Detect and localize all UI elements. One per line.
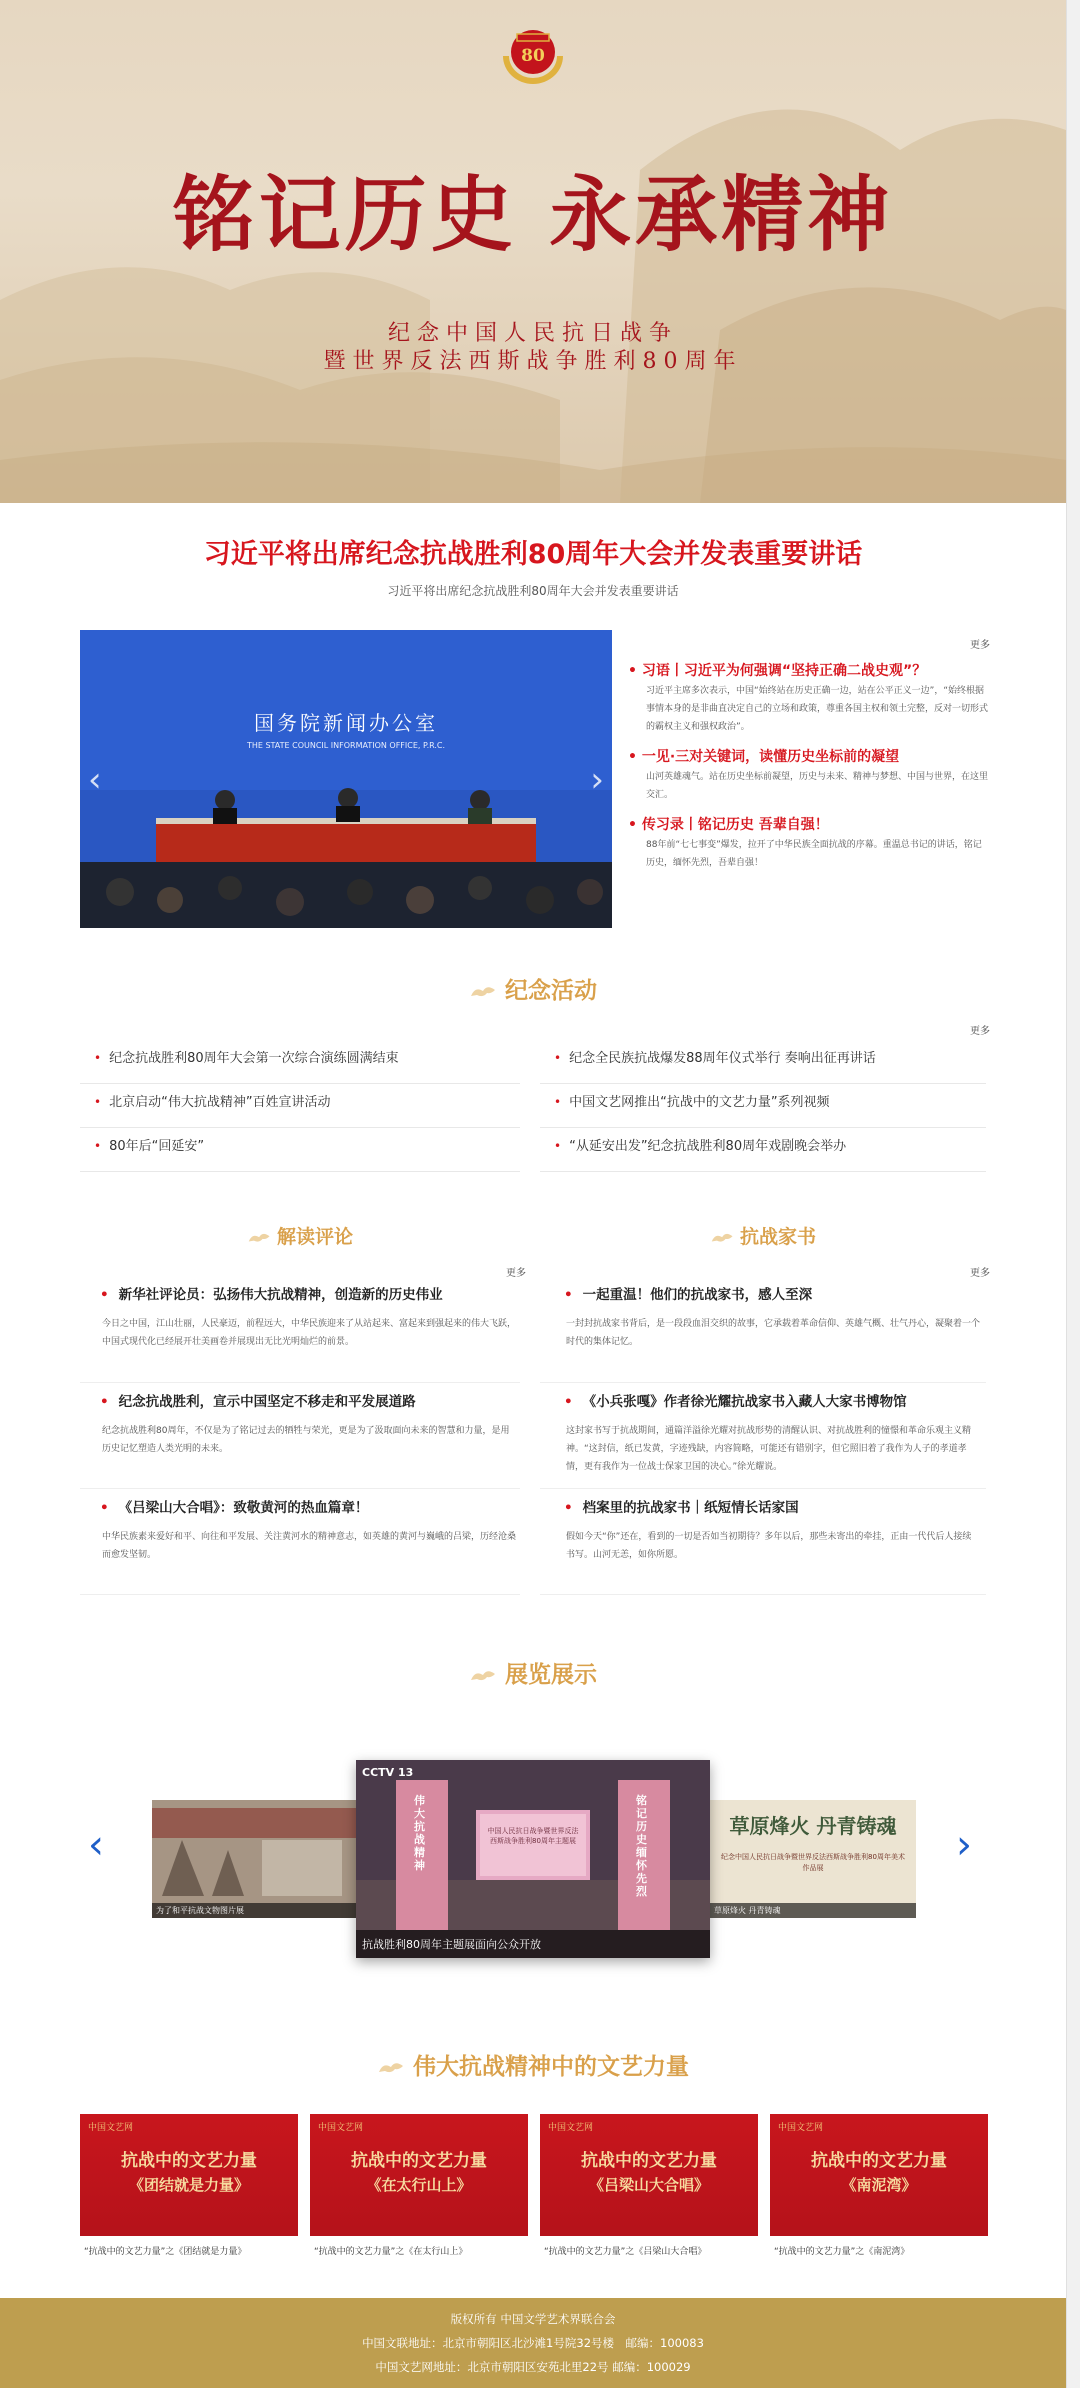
article-title[interactable]: • 《小兵张嘎》作者徐光耀抗战家书入藏人大家书博物馆 (544, 1390, 984, 1414)
banner-cn: 国务院新闻办公室 (254, 711, 438, 735)
art-video-tile[interactable] (310, 2114, 528, 2236)
screen-text: 中国人民抗日战争暨世界反法西斯战争胜利80周年主题展 (487, 1827, 579, 1845)
press-conference-photo[interactable] (80, 630, 612, 928)
activity-item[interactable]: • 纪念抗战胜利80周年大会第一次综合演练圆满结束 (80, 1040, 520, 1084)
tile-title: 抗战中的文艺力量 (121, 2151, 257, 2171)
article-summary: 这封家书写于抗战期间，通篇洋溢徐光耀对抗战形势的清醒认识、对抗战胜利的憧憬和革命乐观主义精神。“这封信，纸已发黄，字迹残缺，内容简略，可能还有错别字，但它照旧着了我作为人子的孝道孝情，更有我作为一位战士保家卫国的决心。”徐光耀说。 (566, 1426, 972, 1472)
news-item-summary: 山河英雄魂气。站在历史坐标前凝望，历史与未来、精神与梦想、中国与世界，在这里交汇。 (646, 772, 989, 800)
svg-text:80: 80 (521, 46, 545, 66)
page-scrollbar[interactable] (1066, 0, 1080, 2388)
tile-caption[interactable]: “抗战中的文艺力量”之《吕梁山大合唱》 (544, 2247, 707, 2257)
letters-article[interactable] (544, 1496, 984, 1564)
article-title[interactable]: • 纪念抗战胜利，宣示中国坚定不移走和平发展道路 (80, 1390, 520, 1414)
cloud-ornament-icon (710, 1229, 736, 1247)
divider (540, 1488, 986, 1489)
article-title[interactable]: • 《吕梁山大合唱》：致敬黄河的热血篇章！ (80, 1496, 520, 1520)
divider (80, 1382, 520, 1383)
site-logo: 中国文艺网 (88, 2123, 134, 2133)
cloud-ornament-icon (469, 982, 499, 1002)
tile-caption[interactable]: “抗战中的文艺力量”之《南泥湾》 (774, 2247, 910, 2257)
news-item-summary: 习近平主席多次表示，中国“始终站在历史正确一边，站在公平正义一边”，“始终根据事情本身的是非曲直决定自己的立场和政策，尊重各国主权和领土完整，反对一切形式的霸权主义和强权政治”。 (646, 686, 989, 732)
commentary-more-link[interactable]: 更多 (506, 1268, 526, 1279)
carousel-prev-arrow[interactable]: ‹ (88, 1822, 104, 1868)
cloud-ornament-icon (247, 1229, 273, 1247)
news-item[interactable] (628, 814, 988, 872)
cloud-ornament-icon (377, 2058, 407, 2078)
article-title[interactable]: • 档案里的抗战家书｜纸短情长话家国 (544, 1496, 984, 1520)
hero-banner (0, 0, 1066, 503)
headline-title[interactable]: 习近平将出席纪念抗战胜利80周年大会并发表重要讲话 (203, 539, 863, 570)
sculpture-wall-illustration (152, 1800, 358, 1918)
tile-subtitle: 《团结就是力量》 (128, 2176, 249, 2194)
article-summary: 今日之中国，江山壮丽，人民豪迈，前程远大，中华民族迎来了从站起来、富起来到强起来的伟大飞跃，中国式现代化已经展开壮美画卷并展现出无比光明灿烂的前景。 (102, 1319, 517, 1347)
tile-title: 抗战中的文艺力量 (351, 2151, 487, 2171)
hero-subtitle-line1: 纪念中国人民抗日战争 (387, 321, 678, 346)
commentary-article[interactable] (80, 1283, 520, 1351)
tile-subtitle: 《吕梁山大合唱》 (588, 2176, 709, 2194)
activities-section-title: 纪念活动 (0, 972, 1066, 1005)
site-logo: 中国文艺网 (548, 2123, 594, 2133)
pillar-text-left: 伟大抗战精神 (414, 1794, 425, 1872)
news-item-title[interactable]: • 一见·三对关键词，读懂历史坐标前的凝望 (628, 749, 900, 765)
letters-article[interactable] (544, 1283, 984, 1351)
slide-caption: 抗战胜利80周年主题展面向公众开放 (356, 1930, 710, 1958)
article-summary: 假如今天“你”还在，看到的一切是否如当初期待？多年以后，那些未寄出的牵挂，正由一代代后人接续书写。山河无恙，如你所愿。 (566, 1532, 972, 1560)
commentary-section-title: 解读评论 (80, 1222, 520, 1249)
news-item-title[interactable]: • 习语丨习近平为何强调“坚持正确二战史观”？ (628, 663, 927, 679)
pillar-text-right: 铭记历史缅怀先烈 (636, 1794, 647, 1898)
emblem-80-icon (493, 16, 573, 86)
activity-item[interactable]: • 纪念全民族抗战爆发88周年仪式举行 奏响出征再讲话 (540, 1040, 986, 1084)
letters-section-title: 抗战家书 (540, 1222, 986, 1249)
carousel-slide-active[interactable] (356, 1760, 710, 1958)
news-list (628, 660, 988, 882)
photo-next-arrow[interactable]: › (590, 760, 604, 800)
commentary-article[interactable] (80, 1496, 520, 1564)
activities-more-link[interactable]: 更多 (970, 1026, 990, 1037)
article-title[interactable]: • 新华社评论员：弘扬伟大抗战精神，创造新的历史伟业 (80, 1283, 520, 1307)
tile-subtitle: 《在太行山上》 (366, 2176, 472, 2194)
headline-subtitle: 习近平将出席纪念抗战胜利80周年大会并发表重要讲话 (387, 584, 679, 598)
divider (540, 1382, 986, 1383)
footer-address-2: 中国文艺网地址：北京市朝阳区安苑北里22号 邮编：100029 (375, 2360, 691, 2374)
commentary-article[interactable] (80, 1390, 520, 1458)
letters-more-link[interactable]: 更多 (970, 1268, 990, 1279)
art-video-tile[interactable] (770, 2114, 988, 2236)
art-video-tile[interactable] (540, 2114, 758, 2236)
tile-caption[interactable]: “抗战中的文艺力量”之《团结就是力量》 (84, 2247, 247, 2257)
letters-article[interactable] (544, 1390, 984, 1476)
cloud-ornament-icon (469, 1666, 499, 1686)
tile-title: 抗战中的文艺力量 (581, 2151, 717, 2171)
news-item[interactable] (628, 660, 988, 736)
exhibition-section-title: 展览展示 (0, 1656, 1066, 1689)
hero-title: 铭记历史 永承精神 (172, 167, 894, 263)
tile-caption[interactable]: “抗战中的文艺力量”之《在太行山上》 (314, 2247, 468, 2257)
tile-title: 抗战中的文艺力量 (811, 2151, 947, 2171)
photo-prev-arrow[interactable]: ‹ (88, 760, 102, 800)
news-item-title[interactable]: • 传习录丨铭记历史 吾辈自强！ (628, 817, 829, 833)
site-logo: 中国文艺网 (318, 2123, 364, 2133)
art-video-tile[interactable] (80, 2114, 298, 2236)
article-title[interactable]: • 一起重温！他们的抗战家书，感人至深 (544, 1283, 984, 1307)
carousel-next-arrow[interactable]: › (956, 1822, 972, 1868)
art-power-section-title: 伟大抗战精神中的文艺力量 (0, 2048, 1066, 2081)
activity-item[interactable]: • 80年后“回延安” (80, 1128, 520, 1172)
article-summary: 纪念抗战胜利80周年，不仅是为了铭记过去的牺牲与荣光，更是为了汲取面向未来的智慧和力量，是用历史记忆塑造人类光明的未来。 (102, 1426, 510, 1454)
hero-subtitle-line2: 暨世界反法西斯战争胜利80周年 (323, 349, 743, 374)
footer-address-1: 中国文联地址：北京市朝阳区北沙滩1号院32号楼 邮编：100083 (362, 2336, 704, 2350)
carousel-slide[interactable] (152, 1800, 358, 1918)
slide-caption: 草原烽火 丹青铸魂 (710, 1903, 916, 1918)
site-footer (0, 2298, 1066, 2388)
activity-item[interactable]: • “从延安出发”纪念抗战胜利80周年戏剧晚会举办 (540, 1128, 986, 1172)
exhibition-hall-illustration (356, 1760, 710, 1958)
divider (80, 1594, 520, 1595)
slide-title: 草原烽火 丹青铸魂 (729, 1814, 897, 1838)
site-logo: 中国文艺网 (778, 2123, 824, 2133)
news-item[interactable] (628, 746, 988, 804)
divider (540, 1594, 986, 1595)
slide-caption: 为了和平抗战文物图片展 (152, 1903, 358, 1918)
divider (80, 1488, 520, 1489)
article-summary: 中华民族素来爱好和平、向往和平发展、关注黄河水的精神意志，如英雄的黄河与巍峨的吕梁，历经沧桑而愈发坚韧。 (102, 1532, 517, 1560)
article-summary: 一封封抗战家书背后，是一段段血泪交织的故事，它承载着革命信仰、英雄气概、壮气丹心，凝聚着一个时代的集体记忆。 (566, 1319, 981, 1347)
banner-en: THE STATE COUNCIL INFORMATION OFFICE, P.R.C. (246, 741, 446, 750)
footer-copyright: 版权所有 中国文学艺术界联合会 (450, 2312, 616, 2326)
cctv-logo: CCTV 13 (362, 1766, 414, 1779)
slide-subtitle: 纪念中国人民抗日战争暨世界反法西斯战争胜利80周年美术作品展 (721, 1853, 905, 1872)
news-item-summary: 88年前“七七事变”爆发，拉开了中华民族全面抗战的序幕。重温总书记的讲话，铭记历史，缅怀先烈，吾辈自强！ (646, 840, 982, 868)
carousel-slide[interactable] (710, 1800, 916, 1918)
press-conference-illustration (80, 630, 612, 928)
activity-item[interactable]: • 中国文艺网推出“抗战中的文艺力量”系列视频 (540, 1084, 986, 1128)
tile-subtitle: 《南泥湾》 (841, 2176, 917, 2194)
activity-item[interactable]: • 北京启动“伟大抗战精神”百姓宣讲活动 (80, 1084, 520, 1128)
news-more-link[interactable]: 更多 (970, 640, 990, 651)
